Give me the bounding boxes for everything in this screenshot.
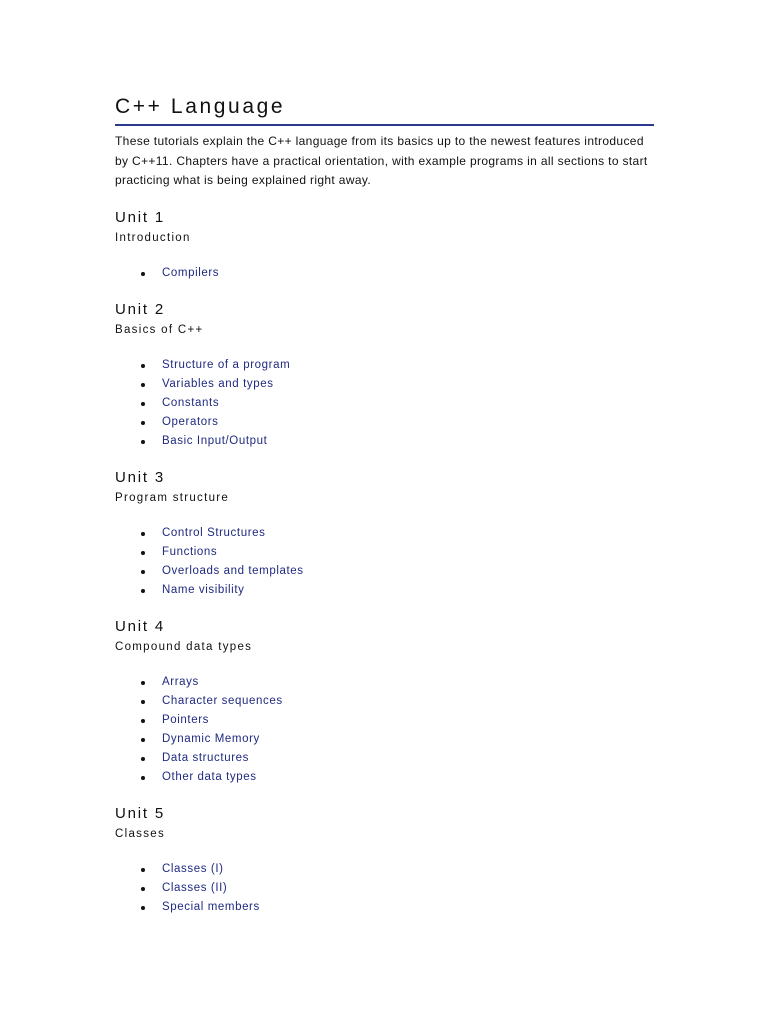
chapter-link[interactable]: Structure of a program [162, 358, 291, 371]
unit-title: Unit 2 [115, 300, 165, 318]
chapter-link[interactable]: Special members [162, 900, 260, 913]
bullet-icon [141, 700, 145, 704]
unit-section [115, 208, 654, 283]
units-container [115, 208, 654, 917]
bullet-icon [141, 402, 145, 406]
list-item [115, 375, 654, 394]
bullet-icon [141, 383, 145, 387]
chapter-link[interactable]: Other data types [162, 770, 257, 783]
unit-subtitle: Compound data types [115, 640, 253, 653]
list-item [115, 730, 654, 749]
chapter-link[interactable]: Basic Input/Output [162, 434, 268, 447]
bullet-icon [141, 738, 145, 742]
bullet-icon [141, 364, 145, 368]
chapter-list [115, 264, 654, 283]
unit-subtitle: Classes [115, 827, 166, 840]
list-item [115, 898, 654, 917]
chapter-link[interactable]: Control Structures [162, 526, 266, 539]
chapter-link[interactable]: Arrays [162, 675, 199, 688]
chapter-link[interactable]: Functions [162, 545, 218, 558]
bullet-icon [141, 440, 145, 444]
bullet-icon [141, 868, 145, 872]
bullet-icon [141, 570, 145, 574]
page-title: C++ Language [115, 95, 286, 118]
chapter-list [115, 673, 654, 787]
chapter-list [115, 860, 654, 917]
bullet-icon [141, 887, 145, 891]
unit-section [115, 468, 654, 600]
list-item [115, 432, 654, 451]
unit-subtitle: Introduction [115, 231, 191, 244]
chapter-link[interactable]: Classes (I) [162, 862, 224, 875]
unit-section [115, 617, 654, 787]
chapter-link[interactable]: Variables and types [162, 377, 274, 390]
bullet-icon [141, 681, 145, 685]
chapter-link[interactable]: Dynamic Memory [162, 732, 260, 745]
document-page [115, 94, 654, 917]
list-item [115, 768, 654, 787]
chapter-link[interactable]: Constants [162, 396, 220, 409]
unit-subtitle: Program structure [115, 491, 230, 504]
bullet-icon [141, 532, 145, 536]
bullet-icon [141, 906, 145, 910]
bullet-icon [141, 719, 145, 723]
unit-section [115, 804, 654, 917]
chapter-link[interactable]: Classes (II) [162, 881, 228, 894]
title-rule [115, 124, 654, 126]
bullet-icon [141, 776, 145, 780]
chapter-link[interactable]: Data structures [162, 751, 249, 764]
bullet-icon [141, 421, 145, 425]
bullet-icon [141, 272, 145, 276]
list-item [115, 879, 654, 898]
list-item [115, 543, 654, 562]
chapter-list [115, 524, 654, 600]
chapter-link[interactable]: Overloads and templates [162, 564, 304, 577]
list-item [115, 581, 654, 600]
bullet-icon [141, 757, 145, 761]
list-item [115, 562, 654, 581]
list-item [115, 860, 654, 879]
chapter-link[interactable]: Character sequences [162, 694, 283, 707]
intro-paragraph: These tutorials explain the C++ language from its basics up to the newest features introduced by C++11. Chapters have a practical orientation, with example programs in all sections to start practicing what is being explained right away. [115, 134, 648, 187]
list-item [115, 524, 654, 543]
list-item [115, 711, 654, 730]
list-item [115, 692, 654, 711]
unit-subtitle: Basics of C++ [115, 323, 204, 336]
unit-title: Unit 3 [115, 468, 165, 486]
chapter-link[interactable]: Operators [162, 415, 219, 428]
chapter-link[interactable]: Name visibility [162, 583, 245, 596]
list-item [115, 356, 654, 375]
bullet-icon [141, 551, 145, 555]
list-item [115, 749, 654, 768]
unit-title: Unit 5 [115, 804, 165, 822]
list-item [115, 673, 654, 692]
unit-title: Unit 1 [115, 208, 165, 226]
list-item [115, 413, 654, 432]
list-item [115, 264, 654, 283]
list-item [115, 394, 654, 413]
chapter-list [115, 356, 654, 451]
bullet-icon [141, 589, 145, 593]
chapter-link[interactable]: Pointers [162, 713, 209, 726]
unit-section [115, 300, 654, 451]
chapter-link[interactable]: Compilers [162, 266, 220, 279]
unit-title: Unit 4 [115, 617, 165, 635]
